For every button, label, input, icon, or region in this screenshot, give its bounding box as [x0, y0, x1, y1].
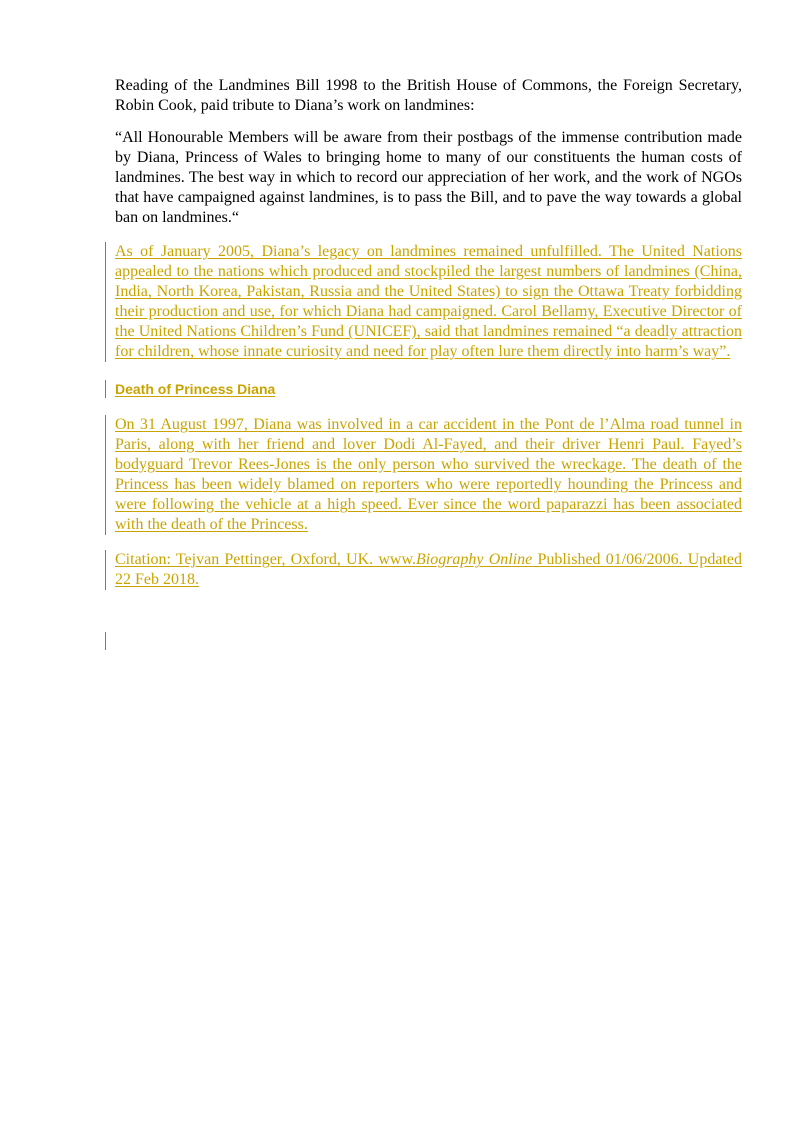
- legacy-text: As of January 2005, Diana’s legacy on landmines remained unfulfilled. The United Nations appealed to the nations which produced and stockpiled the largest numbers of landmines (China, India, North Korea, Pakistan, Russia and the United States) to sign the Ottawa Treaty forbidding their production and use, for which Diana had campaigned. Carol Bellamy, Executive Director of the United Nations Children’s Fund (UNICEF), said that landmines remained “a deadly attraction for children, whose innate curiosity and need for play often lure them directly into harm’s way”.: [115, 243, 742, 360]
- change-bar-marker: [105, 632, 106, 650]
- quote-paragraph: “All Honourable Members will be aware from their postbags of the immense contribution made by Diana, Princess of Wales to bringing home to many of our constituents the human costs of landmines. The best way in which to record our appreciation of her work, and the work of NGOs that have campaigned against landmines, is to pass the Bill, and to pave the way towards a global ban on landmines.“: [115, 129, 742, 226]
- death-text: On 31 August 1997, Diana was involved in a car accident in the Pont de l’Alma road tunnel in Paris, along with her friend and lover Dodi Al-Fayed, and their driver Henri Paul. Fayed’s bodyguard Trevor Rees-Jones is the only person who survived the wreckage. The death of the Princess has been widely blamed on reporters who were reportedly hounding the Princess and were following the vehicle at a high speed. Ever since the word paparazzi has been associated with the death of the Princess.: [115, 416, 742, 533]
- intro-paragraph: Reading of the Landmines Bill 1998 to the British House of Commons, the Foreign Secretary, Robin Cook, paid tribute to Diana’s work on landmines:: [115, 77, 742, 114]
- section-heading[interactable]: [115, 380, 742, 398]
- legacy-paragraph[interactable]: [115, 242, 742, 362]
- document-page: [115, 76, 742, 605]
- citation-paragraph[interactable]: [115, 550, 742, 590]
- citation-prefix: Citation: Tejvan Pettinger, Oxford, UK. www.: [115, 551, 416, 568]
- citation-suffix: Published 01/06/2006. Updated 22 Feb 2018.: [115, 551, 743, 588]
- citation-site: Biography Online: [415, 551, 533, 568]
- heading-text: Death of Princess Diana: [115, 381, 276, 397]
- death-paragraph[interactable]: [115, 415, 742, 535]
